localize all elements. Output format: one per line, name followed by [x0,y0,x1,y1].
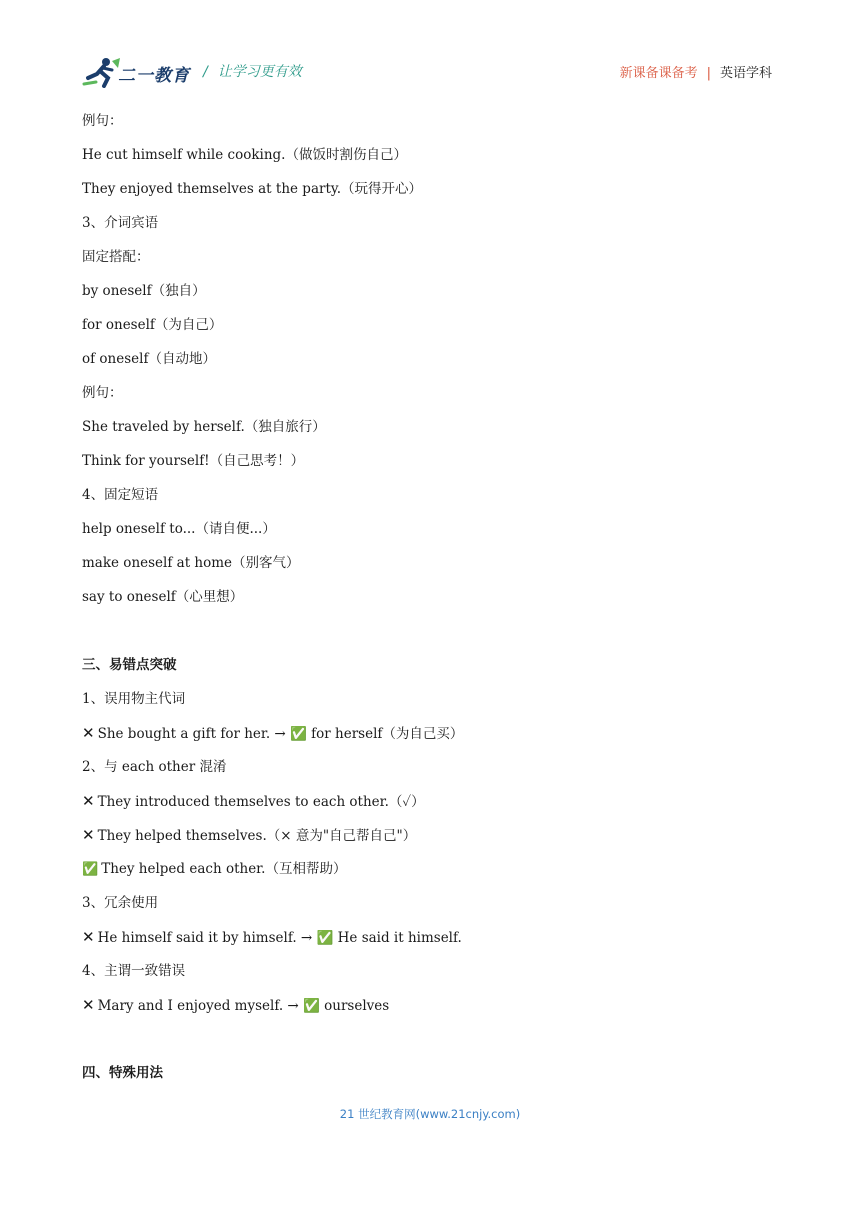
phrase-item: help oneself to...（请自便...） [82,521,276,537]
slogan [203,61,302,81]
error-text: She bought a gift for her. → ✅ for herself（为自己买） [97,726,464,742]
example-sentence: They enjoyed themselves at the party.（玩得开心） [82,181,422,197]
example-heading: 例句： [82,113,123,129]
example-sentence: Think for yourself!（自己思考！） [82,453,305,469]
correct-example [82,856,782,890]
subsection-heading: 3、冗余使用 [82,895,159,911]
example-sentence: She traveled by herself.（独自旅行） [82,419,326,435]
error-text: He himself said it by himself. → ✅ He said it himself. [97,930,462,946]
cross-icon: ✕ [82,928,95,946]
subsection-heading: 4、固定短语 [82,487,159,503]
slogan-text: 让学习更有效 [217,64,302,80]
subsection-heading: 3、介词宾语 [82,215,159,231]
phrase-item: make oneself at home（别客气） [82,555,300,571]
error-text: They introduced themselves to each other.（✓） [97,794,425,810]
fixed-collocation-label: 固定搭配： [82,249,150,265]
cross-icon: ✕ [82,792,95,810]
error-text: Mary and I enjoyed myself. → ✅ ourselves [97,998,390,1014]
error-text: They helped themselves.（× 意为"自己帮自己"） [97,828,417,844]
slogan-slash: / [203,64,208,80]
subsection-heading: 2、与 each other 混淆 [82,759,227,775]
collocation-item: by oneself（独自） [82,283,206,299]
example-heading: 例句： [82,385,123,401]
section-heading-errors: 三、易错点突破 [82,657,177,673]
logo [82,56,190,88]
cross-icon: ✕ [82,724,95,742]
header-subject [620,62,772,81]
header-separator: | [706,66,711,81]
collocation-item: for oneself（为自己） [82,317,223,333]
running-figure-icon [82,56,122,88]
spacer [82,1026,782,1060]
page-header [0,0,860,100]
example-sentence: He cut himself while cooking.（做饭时割伤自己） [82,147,407,163]
cross-icon: ✕ [82,996,95,1014]
error-example [82,992,782,1026]
logo-text: 二一教育 [118,66,190,86]
cross-icon: ✕ [82,826,95,844]
error-example [82,822,782,856]
spacer [82,618,782,652]
page-footer: 21 世纪教育网(www.21cnjy.com) [339,1107,521,1121]
error-example [82,720,782,754]
header-subject-label: 英语学科 [719,66,772,81]
collocation-item: of oneself（自动地） [82,351,216,367]
correct-text: They helped each other.（互相帮助） [101,861,347,877]
document-body [82,108,782,1094]
error-example [82,788,782,822]
subsection-heading: 4、主谓一致错误 [82,963,186,979]
section-heading-special: 四、特殊用法 [82,1065,163,1081]
check-icon: ✅ [82,862,99,877]
phrase-item: say to oneself（心里想） [82,589,244,605]
subsection-heading: 1、误用物主代词 [82,691,186,707]
header-course-label: 新课备课备考 [619,66,698,81]
error-example [82,924,782,958]
